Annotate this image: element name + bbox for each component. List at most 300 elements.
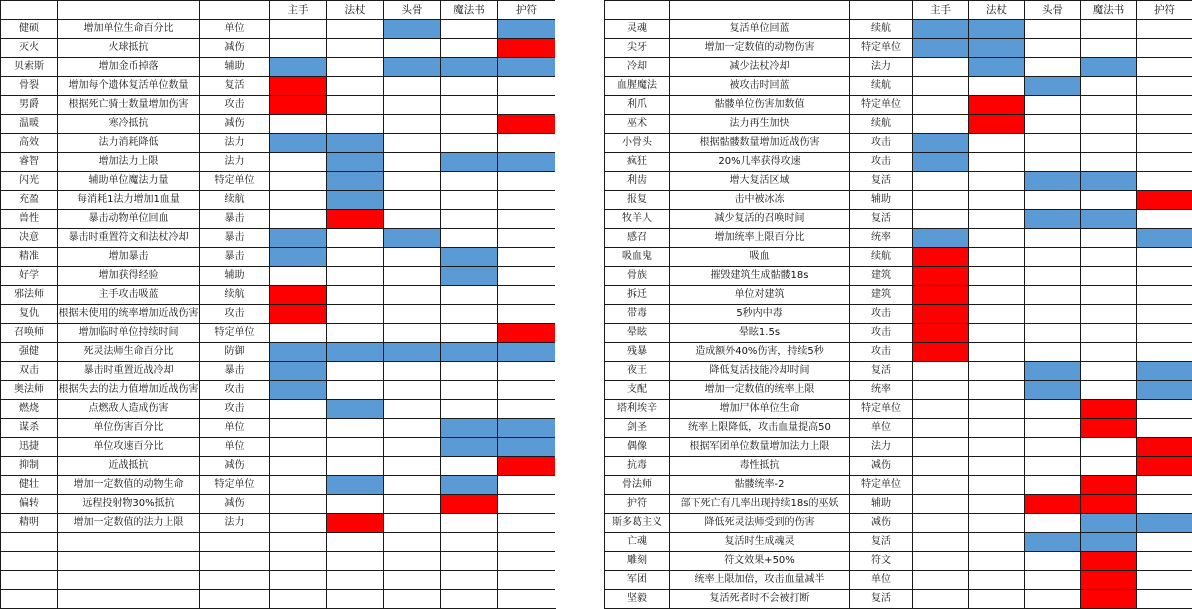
table-row bbox=[1, 153, 556, 172]
left-skill-table bbox=[0, 0, 556, 609]
slot-cell bbox=[384, 495, 441, 514]
slot-cell bbox=[913, 400, 969, 419]
slot-cell bbox=[1025, 267, 1081, 286]
slot-cell bbox=[1137, 286, 1192, 305]
table-row bbox=[605, 495, 1192, 514]
skill-description: 部下死亡有几率出现持续18s的巫妖 bbox=[670, 495, 850, 514]
slot-cell bbox=[441, 324, 498, 343]
skill-description: 20%几率获得攻速 bbox=[670, 153, 850, 172]
table-row bbox=[1, 134, 556, 153]
slot-cell bbox=[270, 571, 327, 590]
slot-cell bbox=[1081, 96, 1137, 115]
skill-name bbox=[1, 552, 58, 571]
skill-description: 单位伤害百分比 bbox=[58, 419, 200, 438]
table-row bbox=[1, 20, 556, 39]
slot-cell bbox=[969, 229, 1025, 248]
skill-name: 坚毅 bbox=[605, 590, 670, 609]
table-row bbox=[605, 590, 1192, 609]
slot-cell bbox=[1081, 419, 1137, 438]
slot-cell bbox=[1081, 286, 1137, 305]
skill-description: 增加一定数值的法力上限 bbox=[58, 514, 200, 533]
slot-cell bbox=[270, 457, 327, 476]
slot-cell bbox=[1081, 267, 1137, 286]
skill-type: 特定单位 bbox=[850, 400, 913, 419]
slot-cell bbox=[1025, 77, 1081, 96]
slot-cell bbox=[913, 419, 969, 438]
table-row bbox=[605, 533, 1192, 552]
table-row bbox=[1, 362, 556, 381]
skill-description: 骷髅单位伤害加数值 bbox=[670, 96, 850, 115]
slot-cell bbox=[1137, 324, 1192, 343]
slot-cell bbox=[441, 77, 498, 96]
slot-cell bbox=[498, 58, 556, 77]
slot-cell bbox=[1081, 20, 1137, 39]
slot-header: 魔法书 bbox=[441, 1, 498, 20]
slot-cell bbox=[441, 96, 498, 115]
slot-cell bbox=[969, 514, 1025, 533]
slot-cell bbox=[384, 58, 441, 77]
skill-name: 闪光 bbox=[1, 172, 58, 191]
slot-cell bbox=[327, 267, 384, 286]
slot-cell bbox=[441, 115, 498, 134]
slot-cell bbox=[1025, 96, 1081, 115]
table-row bbox=[605, 96, 1192, 115]
slot-cell bbox=[1081, 153, 1137, 172]
skill-type: 特定单位 bbox=[850, 96, 913, 115]
table-row bbox=[1, 438, 556, 457]
slot-cell bbox=[913, 343, 969, 362]
slot-cell bbox=[1081, 438, 1137, 457]
slot-cell bbox=[498, 381, 556, 400]
slot-cell bbox=[913, 153, 969, 172]
skill-type: 攻击 bbox=[200, 381, 270, 400]
slot-cell bbox=[1025, 533, 1081, 552]
slot-cell bbox=[1081, 552, 1137, 571]
skill-name: 偏转 bbox=[1, 495, 58, 514]
slot-cell bbox=[913, 115, 969, 134]
slot-cell bbox=[498, 134, 556, 153]
slot-cell bbox=[1025, 229, 1081, 248]
column-gap bbox=[555, 0, 604, 608]
slot-cell bbox=[1025, 495, 1081, 514]
slot-cell bbox=[498, 324, 556, 343]
slot-cell bbox=[327, 590, 384, 609]
slot-cell bbox=[327, 58, 384, 77]
skill-type: 减伤 bbox=[200, 495, 270, 514]
slot-cell bbox=[384, 438, 441, 457]
skill-type: 复活 bbox=[850, 172, 913, 191]
table-row bbox=[1, 267, 556, 286]
table-row bbox=[1, 457, 556, 476]
slot-cell bbox=[441, 514, 498, 533]
table-row bbox=[605, 77, 1192, 96]
slot-cell bbox=[913, 571, 969, 590]
skill-name: 精准 bbox=[1, 248, 58, 267]
slot-cell bbox=[384, 134, 441, 153]
slot-cell bbox=[913, 96, 969, 115]
slot-cell bbox=[384, 571, 441, 590]
slot-cell bbox=[270, 324, 327, 343]
slot-cell bbox=[913, 248, 969, 267]
slot-header: 头骨 bbox=[1025, 1, 1081, 20]
skill-type: 减伤 bbox=[200, 457, 270, 476]
slot-cell bbox=[969, 476, 1025, 495]
slot-cell bbox=[1025, 305, 1081, 324]
skill-type: 辅助 bbox=[850, 495, 913, 514]
slot-cell bbox=[384, 286, 441, 305]
skill-name: 感召 bbox=[605, 229, 670, 248]
slot-cell bbox=[1081, 476, 1137, 495]
header-blank-cell bbox=[1, 1, 58, 20]
slot-cell bbox=[498, 590, 556, 609]
slot-cell bbox=[1081, 77, 1137, 96]
slot-cell bbox=[913, 210, 969, 229]
skill-description: 根据军团单位数量增加法力上限 bbox=[670, 438, 850, 457]
slot-cell bbox=[441, 305, 498, 324]
skill-name: 疯狂 bbox=[605, 153, 670, 172]
skill-name: 亡魂 bbox=[605, 533, 670, 552]
slot-cell bbox=[498, 305, 556, 324]
skill-name: 利齿 bbox=[605, 172, 670, 191]
table-row bbox=[605, 362, 1192, 381]
slot-cell bbox=[270, 115, 327, 134]
slot-cell bbox=[270, 438, 327, 457]
slot-cell bbox=[384, 476, 441, 495]
slot-cell bbox=[969, 419, 1025, 438]
slot-cell bbox=[270, 248, 327, 267]
slot-cell bbox=[969, 286, 1025, 305]
skill-name: 双击 bbox=[1, 362, 58, 381]
slot-cell bbox=[913, 39, 969, 58]
skill-type: 防御 bbox=[200, 343, 270, 362]
slot-cell bbox=[498, 210, 556, 229]
slot-cell bbox=[327, 495, 384, 514]
skill-description: 增加暴击 bbox=[58, 248, 200, 267]
table-row bbox=[1, 343, 556, 362]
slot-cell bbox=[270, 20, 327, 39]
slot-cell bbox=[1137, 134, 1192, 153]
skill-name: 雕刻 bbox=[605, 552, 670, 571]
table-row bbox=[1, 476, 556, 495]
table-row bbox=[1, 39, 556, 58]
slot-cell bbox=[441, 134, 498, 153]
slot-cell bbox=[327, 381, 384, 400]
skill-description: 统率上限降低，攻击血量提高50 bbox=[670, 419, 850, 438]
table-row bbox=[605, 191, 1192, 210]
skill-type: 减伤 bbox=[200, 39, 270, 58]
table-row bbox=[605, 400, 1192, 419]
slot-cell bbox=[498, 476, 556, 495]
skill-type: 攻击 bbox=[850, 153, 913, 172]
skill-name: 召唤师 bbox=[1, 324, 58, 343]
slot-cell bbox=[969, 590, 1025, 609]
skill-name: 巫术 bbox=[605, 115, 670, 134]
slot-cell bbox=[270, 191, 327, 210]
slot-cell bbox=[384, 381, 441, 400]
skill-description bbox=[58, 552, 200, 571]
skill-type: 减伤 bbox=[850, 457, 913, 476]
skill-description: 增加金币掉落 bbox=[58, 58, 200, 77]
slot-cell bbox=[441, 400, 498, 419]
skill-description: 近战抵抗 bbox=[58, 457, 200, 476]
slot-cell bbox=[384, 419, 441, 438]
skill-type: 法力 bbox=[850, 438, 913, 457]
skill-type bbox=[200, 533, 270, 552]
skill-name: 兽性 bbox=[1, 210, 58, 229]
skill-type: 辅助 bbox=[200, 267, 270, 286]
slot-cell bbox=[913, 286, 969, 305]
slot-cell bbox=[441, 362, 498, 381]
skill-description: 造成额外40%伤害，持续5秒 bbox=[670, 343, 850, 362]
table-row bbox=[1, 381, 556, 400]
slot-cell bbox=[1081, 381, 1137, 400]
slot-cell bbox=[441, 590, 498, 609]
slot-cell bbox=[327, 191, 384, 210]
slot-cell bbox=[384, 514, 441, 533]
skill-description: 增加单位生命百分比 bbox=[58, 20, 200, 39]
slot-cell bbox=[969, 438, 1025, 457]
table-row bbox=[605, 514, 1192, 533]
slot-cell bbox=[1025, 438, 1081, 457]
skill-name: 灵魂 bbox=[605, 20, 670, 39]
slot-cell bbox=[969, 58, 1025, 77]
skill-type: 攻击 bbox=[200, 96, 270, 115]
slot-cell bbox=[1137, 514, 1192, 533]
slot-cell bbox=[498, 115, 556, 134]
slot-cell bbox=[270, 305, 327, 324]
slot-cell bbox=[1137, 20, 1192, 39]
skill-description: 根据骷髅数量增加近战伤害 bbox=[670, 134, 850, 153]
slot-cell bbox=[384, 172, 441, 191]
slot-cell bbox=[384, 115, 441, 134]
slot-cell bbox=[1081, 229, 1137, 248]
slot-cell bbox=[498, 514, 556, 533]
slot-cell bbox=[1137, 381, 1192, 400]
skill-name: 好学 bbox=[1, 267, 58, 286]
skill-name: 残暴 bbox=[605, 343, 670, 362]
slot-header: 法杖 bbox=[327, 1, 384, 20]
skill-name: 牧羊人 bbox=[605, 210, 670, 229]
slot-cell bbox=[969, 381, 1025, 400]
skill-name: 贝索斯 bbox=[1, 58, 58, 77]
skill-name: 利爪 bbox=[605, 96, 670, 115]
skill-type: 单位 bbox=[850, 571, 913, 590]
slot-cell bbox=[1025, 115, 1081, 134]
skill-type: 法力 bbox=[850, 58, 913, 77]
skill-type: 续航 bbox=[200, 191, 270, 210]
slot-cell bbox=[913, 172, 969, 191]
skill-name: 小骨头 bbox=[605, 134, 670, 153]
skill-type: 特定单位 bbox=[200, 476, 270, 495]
slot-cell bbox=[913, 590, 969, 609]
table-row bbox=[605, 457, 1192, 476]
skill-type: 复活 bbox=[850, 362, 913, 381]
skill-type: 暴击 bbox=[200, 210, 270, 229]
slot-cell bbox=[913, 267, 969, 286]
skill-type: 暴击 bbox=[200, 362, 270, 381]
header-blank-cell bbox=[58, 1, 200, 20]
table-row bbox=[605, 476, 1192, 495]
skill-type: 单位 bbox=[200, 20, 270, 39]
table-row bbox=[605, 134, 1192, 153]
header-blank-cell bbox=[850, 1, 913, 20]
skill-type: 续航 bbox=[200, 286, 270, 305]
table-row bbox=[605, 552, 1192, 571]
slot-cell bbox=[384, 229, 441, 248]
slot-cell bbox=[913, 191, 969, 210]
table-row bbox=[1, 172, 556, 191]
slot-cell bbox=[384, 552, 441, 571]
skill-description: 晕眩1.5s bbox=[670, 324, 850, 343]
slot-cell bbox=[441, 381, 498, 400]
skill-description bbox=[58, 590, 200, 609]
slot-cell bbox=[441, 153, 498, 172]
slot-cell bbox=[1025, 343, 1081, 362]
slot-cell bbox=[1137, 476, 1192, 495]
table-row bbox=[1, 210, 556, 229]
slot-cell bbox=[1025, 590, 1081, 609]
skill-description: 增加一定数值的动物生命 bbox=[58, 476, 200, 495]
slot-cell bbox=[1025, 324, 1081, 343]
skill-name: 报复 bbox=[605, 191, 670, 210]
slot-cell bbox=[498, 400, 556, 419]
skill-type: 统率 bbox=[850, 229, 913, 248]
slot-cell bbox=[441, 58, 498, 77]
skill-type: 法力 bbox=[200, 134, 270, 153]
table-row bbox=[1, 495, 556, 514]
slot-cell bbox=[1025, 134, 1081, 153]
skill-type: 复活 bbox=[850, 210, 913, 229]
slot-cell bbox=[498, 39, 556, 58]
slot-cell bbox=[270, 172, 327, 191]
slot-cell bbox=[498, 419, 556, 438]
slot-cell bbox=[1081, 400, 1137, 419]
skill-description: 吸血 bbox=[670, 248, 850, 267]
skill-type: 法力 bbox=[200, 514, 270, 533]
slot-cell bbox=[969, 115, 1025, 134]
skill-name: 谋杀 bbox=[1, 419, 58, 438]
slot-cell bbox=[441, 438, 498, 457]
slot-cell bbox=[1081, 533, 1137, 552]
slot-cell bbox=[441, 457, 498, 476]
slot-cell bbox=[270, 286, 327, 305]
slot-cell bbox=[969, 20, 1025, 39]
skill-name: 夜王 bbox=[605, 362, 670, 381]
slot-cell bbox=[270, 552, 327, 571]
slot-cell bbox=[327, 210, 384, 229]
slot-cell bbox=[1025, 210, 1081, 229]
header-row bbox=[605, 1, 1192, 20]
slot-cell bbox=[1025, 39, 1081, 58]
skill-description: 击中被冰冻 bbox=[670, 191, 850, 210]
slot-cell bbox=[1025, 191, 1081, 210]
slot-cell bbox=[969, 552, 1025, 571]
table-row bbox=[605, 115, 1192, 134]
skill-description bbox=[58, 571, 200, 590]
skill-description: 根据死亡骑士数量增加伤害 bbox=[58, 96, 200, 115]
slot-cell bbox=[969, 324, 1025, 343]
skill-description: 每消耗1法力增加1血量 bbox=[58, 191, 200, 210]
skill-type: 复活 bbox=[850, 590, 913, 609]
table-row bbox=[605, 381, 1192, 400]
table-row bbox=[1, 286, 556, 305]
skill-description: 点燃敌人造成伤害 bbox=[58, 400, 200, 419]
slot-cell bbox=[913, 362, 969, 381]
slot-cell bbox=[498, 267, 556, 286]
slot-cell bbox=[969, 210, 1025, 229]
slot-cell bbox=[1025, 400, 1081, 419]
slot-cell bbox=[384, 362, 441, 381]
skill-type: 续航 bbox=[850, 248, 913, 267]
slot-cell bbox=[1137, 96, 1192, 115]
skill-type: 攻击 bbox=[200, 400, 270, 419]
table-row bbox=[1, 324, 556, 343]
slot-cell bbox=[327, 552, 384, 571]
slot-cell bbox=[270, 134, 327, 153]
skill-type: 复活 bbox=[200, 77, 270, 96]
slot-cell bbox=[1025, 248, 1081, 267]
slot-cell bbox=[441, 533, 498, 552]
slot-cell bbox=[913, 324, 969, 343]
table-row bbox=[605, 248, 1192, 267]
skill-name: 冷却 bbox=[605, 58, 670, 77]
skill-description: 死灵法师生命百分比 bbox=[58, 343, 200, 362]
slot-cell bbox=[969, 343, 1025, 362]
skill-type: 续航 bbox=[850, 77, 913, 96]
skill-description: 增加一定数值的统率上限 bbox=[670, 381, 850, 400]
table-row bbox=[605, 58, 1192, 77]
skill-description: 降低死灵法师受到的伤害 bbox=[670, 514, 850, 533]
slot-cell bbox=[1137, 115, 1192, 134]
skill-name: 军团 bbox=[605, 571, 670, 590]
table-row bbox=[605, 39, 1192, 58]
slot-cell bbox=[441, 476, 498, 495]
skill-name bbox=[1, 590, 58, 609]
slot-cell bbox=[327, 134, 384, 153]
slot-cell bbox=[498, 362, 556, 381]
skill-type bbox=[200, 552, 270, 571]
skill-description: 单位对建筑 bbox=[670, 286, 850, 305]
skill-description: 符文效果+50% bbox=[670, 552, 850, 571]
slot-cell bbox=[1137, 267, 1192, 286]
skill-type: 攻击 bbox=[850, 324, 913, 343]
slot-cell bbox=[498, 552, 556, 571]
table-row bbox=[605, 153, 1192, 172]
slot-cell bbox=[327, 172, 384, 191]
slot-cell bbox=[969, 495, 1025, 514]
table-row bbox=[605, 438, 1192, 457]
slot-cell bbox=[384, 248, 441, 267]
header-blank-cell bbox=[200, 1, 270, 20]
slot-cell bbox=[441, 39, 498, 58]
skill-type: 建筑 bbox=[850, 267, 913, 286]
skill-name: 抗毒 bbox=[605, 457, 670, 476]
slot-cell bbox=[913, 457, 969, 476]
slot-cell bbox=[498, 495, 556, 514]
table-row bbox=[605, 571, 1192, 590]
skill-description: 根据失去的法力值增加近战伤害 bbox=[58, 381, 200, 400]
slot-cell bbox=[969, 533, 1025, 552]
slot-cell bbox=[384, 153, 441, 172]
slot-cell bbox=[1137, 457, 1192, 476]
slot-cell bbox=[498, 533, 556, 552]
slot-cell bbox=[498, 96, 556, 115]
skill-name: 决意 bbox=[1, 229, 58, 248]
slot-cell bbox=[969, 153, 1025, 172]
slot-cell bbox=[270, 153, 327, 172]
slot-cell bbox=[498, 457, 556, 476]
slot-cell bbox=[1137, 533, 1192, 552]
